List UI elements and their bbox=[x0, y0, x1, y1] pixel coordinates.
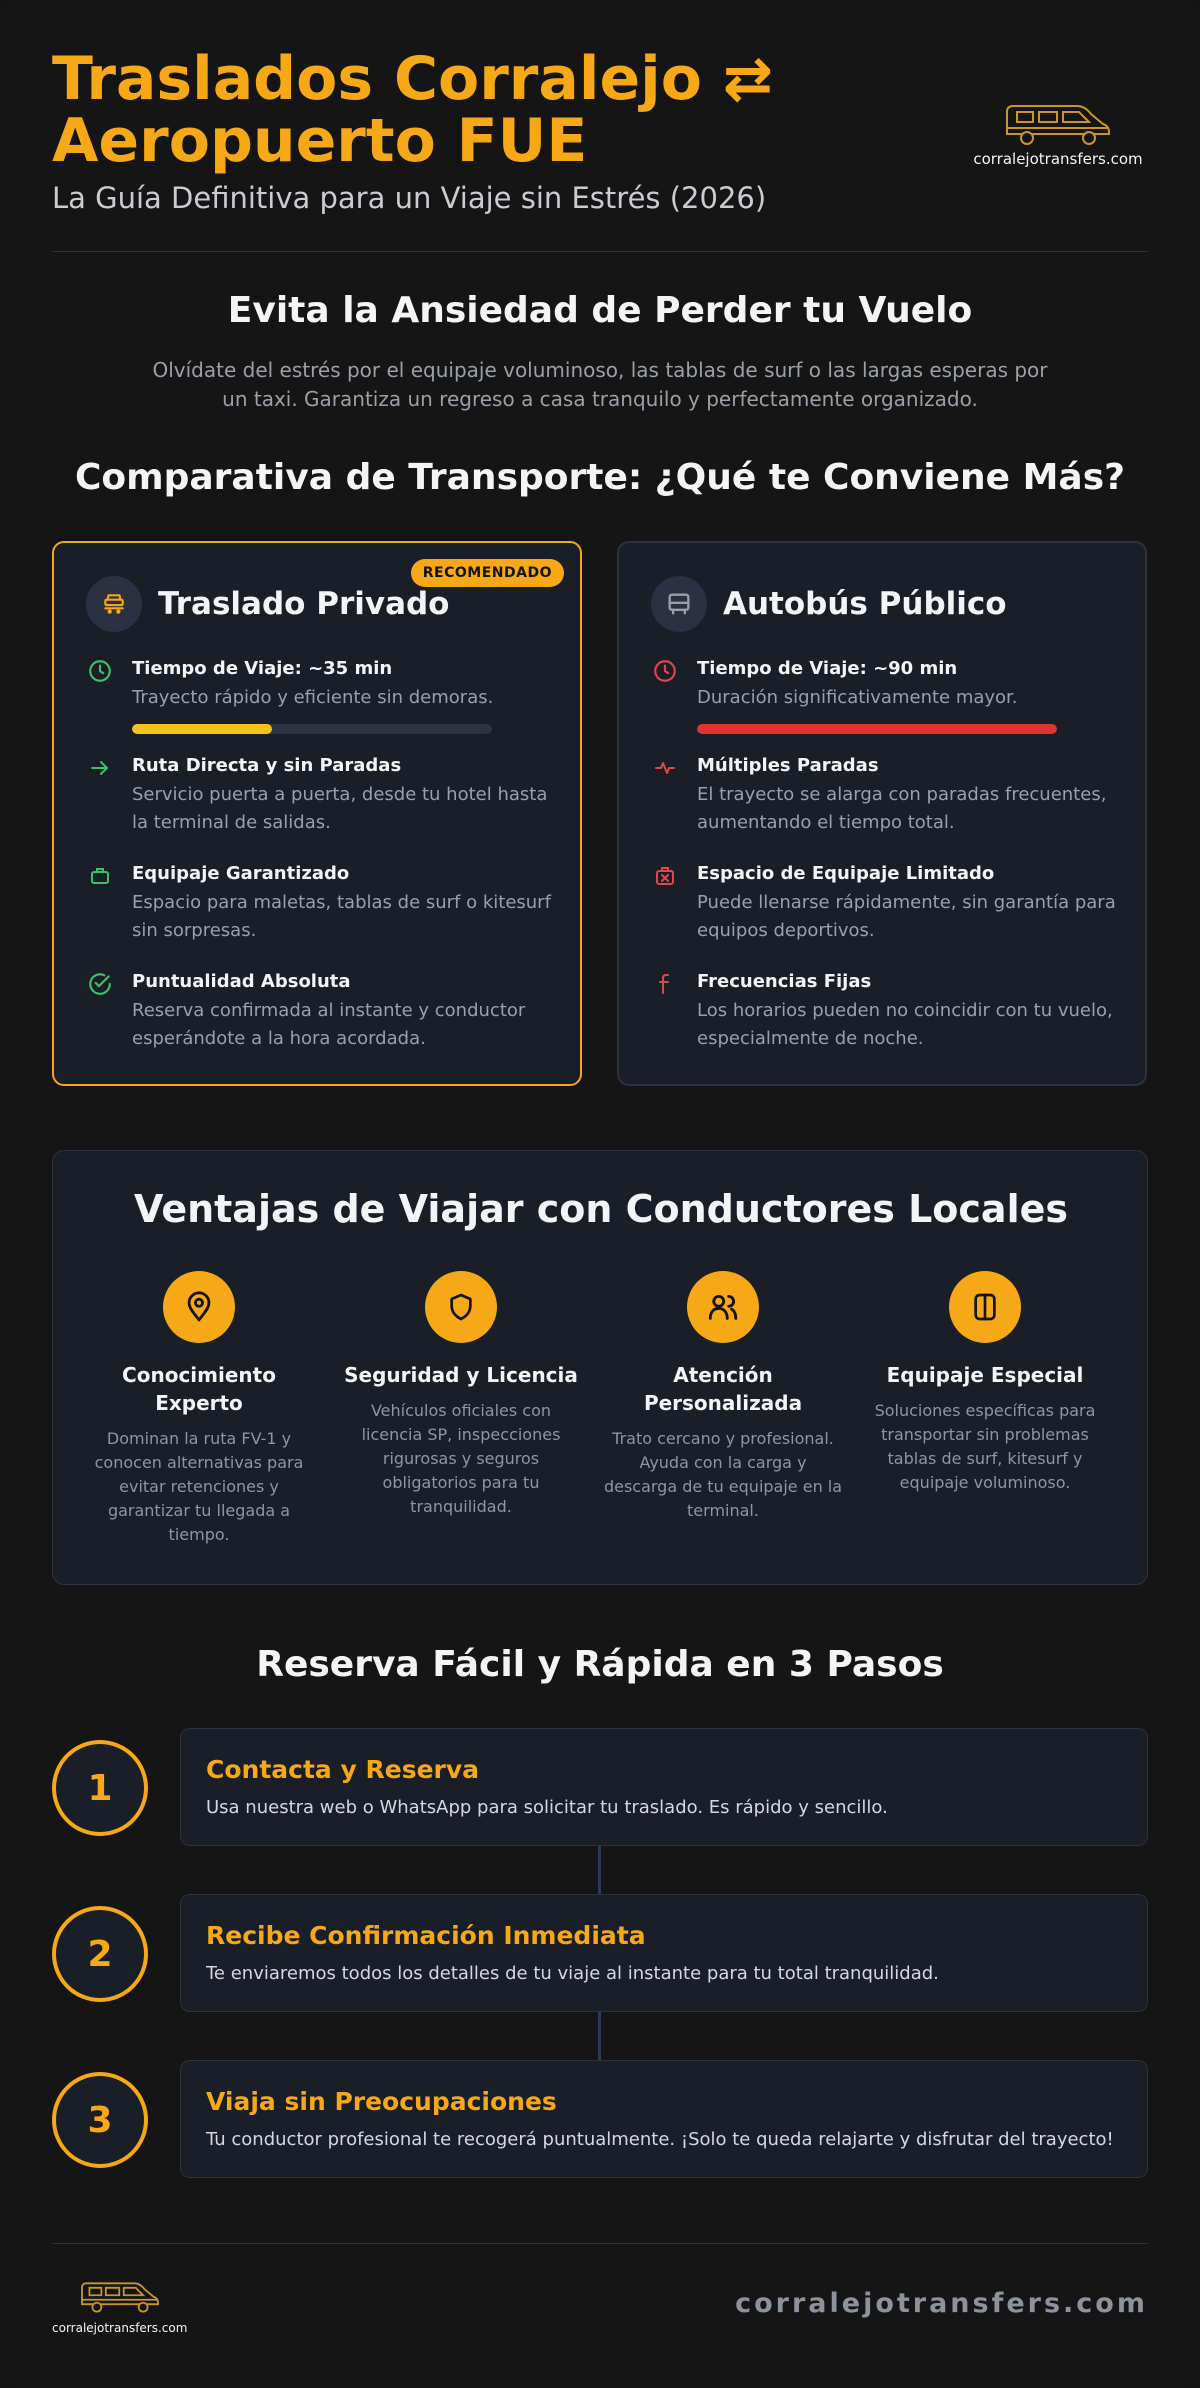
card-title: Traslado Privado bbox=[158, 586, 450, 622]
feature-desc: El trayecto se alarga con paradas frecuentes, aumentando el tiempo total. bbox=[697, 784, 1107, 833]
advantages-heading: Ventajas de Viajar con Conductores Locales bbox=[133, 1187, 1068, 1231]
comparison-heading: Comparativa de Transporte: ¿Qué te Conviene Más? bbox=[74, 457, 1126, 498]
feature-fixed-schedule bbox=[651, 970, 1121, 1053]
step-number: 2 bbox=[52, 1906, 148, 2002]
divider bbox=[52, 251, 1148, 252]
advantages-section bbox=[52, 1150, 1148, 1585]
luggage-icon bbox=[86, 862, 114, 890]
footer-logo[interactable] bbox=[52, 2278, 187, 2335]
steps-heading: Reserva Fácil y Rápida en 3 Pasos bbox=[256, 1644, 944, 1685]
step-card[interactable] bbox=[180, 1894, 1148, 2012]
brand-logo[interactable] bbox=[968, 100, 1148, 168]
advantage-desc: Soluciones específicas para transportar sin problemas tablas de surf, kitesurf y equipaje voluminoso. bbox=[874, 1401, 1096, 1492]
advantage-item bbox=[79, 1271, 319, 1547]
travel-time-bar bbox=[132, 724, 492, 734]
feature-punctuality bbox=[86, 970, 556, 1053]
feature-desc: Reserva confirmada al instante y conductor esperándote a la hora acordada. bbox=[132, 1000, 526, 1049]
feature-title: Tiempo de Viaje: ~35 min bbox=[132, 658, 393, 679]
clock-icon bbox=[651, 657, 679, 685]
feature-luggage bbox=[86, 862, 556, 945]
card-header bbox=[651, 576, 1007, 632]
feature-desc: Duración significativamente mayor. bbox=[697, 687, 1018, 708]
feature-title: Múltiples Paradas bbox=[697, 755, 879, 776]
step-desc: Te enviaremos todos los detalles de tu viaje al instante para tu total tranquilidad. bbox=[206, 1963, 939, 1984]
page-subtitle: La Guía Definitiva para un Viaje sin Estrés (2026) bbox=[52, 181, 767, 215]
clock-icon bbox=[86, 657, 114, 685]
travel-time-bar-fill bbox=[697, 724, 1057, 734]
step-card[interactable] bbox=[180, 2060, 1148, 2178]
bus-icon bbox=[651, 576, 707, 632]
advantage-desc: Dominan la ruta FV-1 y conocen alternativas para evitar retenciones y garantizar tu llegada a tiempo. bbox=[94, 1429, 304, 1544]
step-title: Recibe Confirmación Inmediata bbox=[206, 1921, 646, 1950]
advantage-item bbox=[603, 1271, 843, 1523]
van-icon bbox=[79, 2278, 161, 2314]
private-transfer-card[interactable] bbox=[52, 541, 582, 1086]
check-circle-icon bbox=[86, 970, 114, 998]
feature-desc: Los horarios pueden no coincidir con tu vuelo, especialmente de noche. bbox=[697, 1000, 1113, 1049]
feature-desc: Trayecto rápido y eficiente sin demoras. bbox=[132, 687, 494, 708]
advantage-title: Equipaje Especial bbox=[886, 1363, 1084, 1387]
car-icon bbox=[86, 576, 142, 632]
advantage-title: Atención Personalizada bbox=[643, 1363, 803, 1415]
arrow-right-icon bbox=[86, 754, 114, 782]
feature-title: Puntualidad Absoluta bbox=[132, 971, 351, 992]
footer-url-link[interactable]: corralejotransfers.com bbox=[735, 2288, 1148, 2319]
travel-time-bar bbox=[697, 724, 1057, 734]
feature-multiple-stops bbox=[651, 754, 1121, 837]
card-title: Autobús Público bbox=[723, 586, 1007, 622]
page-title: Traslados Corralejo ⇄ Aeropuerto FUE bbox=[52, 44, 774, 176]
public-bus-card[interactable] bbox=[617, 541, 1147, 1086]
feature-desc: Puede llenarse rápidamente, sin garantía para equipos deportivos. bbox=[697, 892, 1116, 941]
feature-limited-luggage bbox=[651, 862, 1121, 945]
advantage-desc: Trato cercano y profesional. Ayuda con la carga y descarga de tu equipaje en la terminal. bbox=[603, 1429, 843, 1520]
feature-direct-route bbox=[86, 754, 556, 837]
step-number: 1 bbox=[52, 1740, 148, 1836]
feature-title: Frecuencias Fijas bbox=[697, 971, 872, 992]
advantage-title: Seguridad y Licencia bbox=[344, 1363, 578, 1387]
step-number: 3 bbox=[52, 2072, 148, 2168]
step-title: Contacta y Reserva bbox=[206, 1755, 480, 1784]
logo-text: corralejotransfers.com bbox=[52, 2321, 188, 2335]
step-desc: Tu conductor profesional te recogerá puntualmente. ¡Solo te queda relajarte y disfrutar del trayecto! bbox=[206, 2129, 1114, 2150]
header bbox=[52, 44, 1148, 250]
feature-title: Ruta Directa y sin Paradas bbox=[132, 755, 402, 776]
intro-text: Olvídate del estrés por el equipaje voluminoso, las tablas de surf o las largas esperas por un taxi. Garantiza un regreso a casa tranquilo y perfectamente organizado. bbox=[152, 358, 1048, 411]
van-icon bbox=[1003, 100, 1113, 146]
facebook-icon bbox=[651, 970, 679, 998]
advantage-item bbox=[341, 1271, 581, 1519]
feature-travel-time bbox=[86, 657, 556, 734]
logo-text: corralejotransfers.com bbox=[973, 150, 1143, 168]
step-card[interactable] bbox=[180, 1728, 1148, 1846]
step-desc: Usa nuestra web o WhatsApp para solicitar tu traslado. Es rápido y sencillo. bbox=[206, 1797, 888, 1818]
feature-travel-time bbox=[651, 657, 1121, 734]
advantage-title: Conocimiento Experto bbox=[122, 1363, 276, 1415]
intro-heading: Evita la Ansiedad de Perder tu Vuelo bbox=[227, 290, 973, 331]
recommended-badge: RECOMENDADO bbox=[411, 559, 564, 587]
travel-time-bar-fill bbox=[132, 724, 272, 734]
luggage-x-icon bbox=[651, 862, 679, 890]
shield-icon bbox=[425, 1271, 497, 1343]
advantage-desc: Vehículos oficiales con licencia SP, inspecciones rigurosas y seguros obligatorios para tu tranquilidad. bbox=[361, 1401, 561, 1516]
pulse-icon bbox=[651, 754, 679, 782]
feature-desc: Espacio para maletas, tablas de surf o kitesurf sin sorpresas. bbox=[132, 892, 551, 941]
advantage-item bbox=[865, 1271, 1105, 1495]
card-header bbox=[86, 576, 449, 632]
feature-title: Equipaje Garantizado bbox=[132, 863, 350, 884]
map-pin-icon bbox=[163, 1271, 235, 1343]
feature-title: Espacio de Equipaje Limitado bbox=[697, 863, 995, 884]
divider bbox=[52, 2243, 1148, 2244]
feature-title: Tiempo de Viaje: ~90 min bbox=[697, 658, 958, 679]
surfboard-icon bbox=[949, 1271, 1021, 1343]
users-icon bbox=[687, 1271, 759, 1343]
step-title: Viaja sin Preocupaciones bbox=[206, 2087, 557, 2116]
feature-desc: Servicio puerta a puerta, desde tu hotel hasta la terminal de salidas. bbox=[132, 784, 548, 833]
